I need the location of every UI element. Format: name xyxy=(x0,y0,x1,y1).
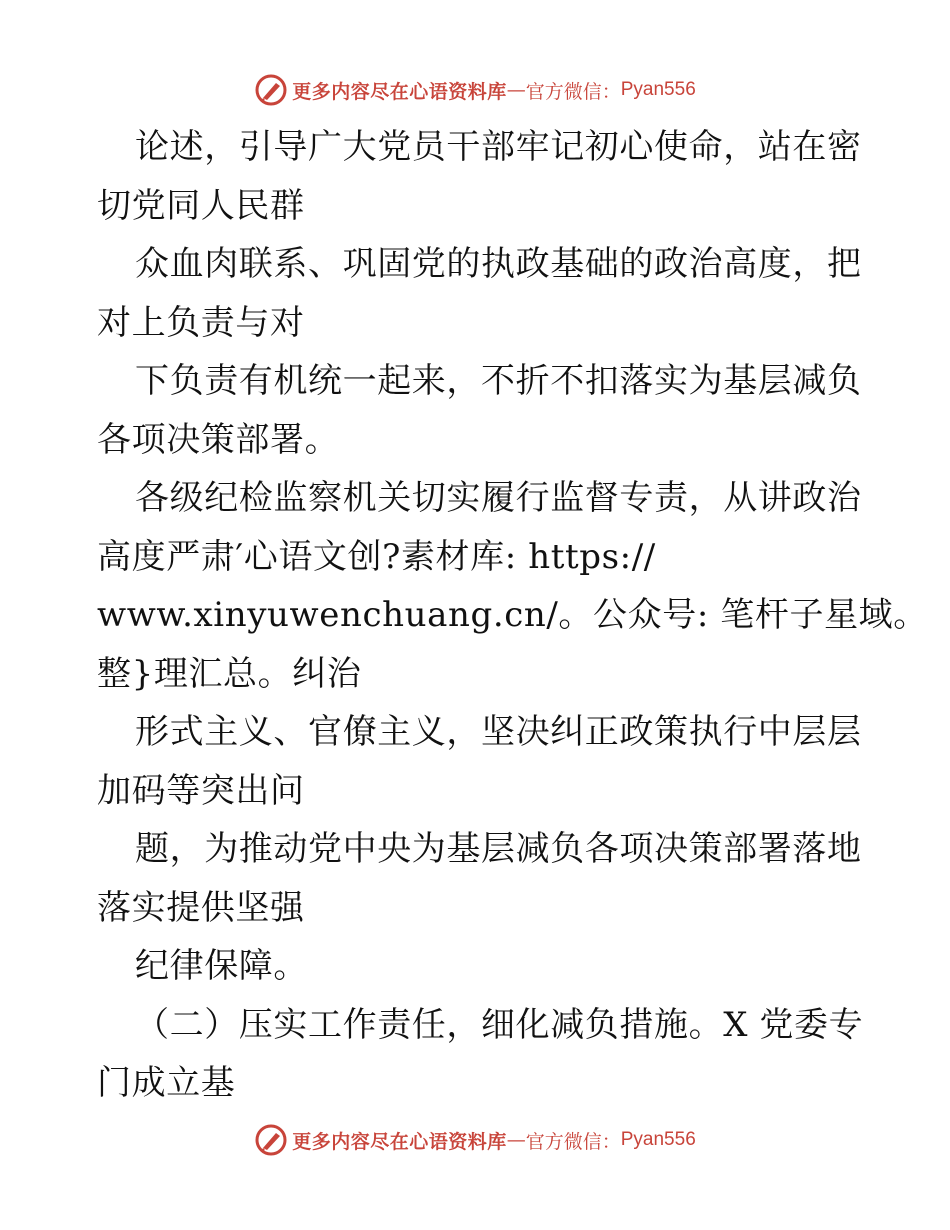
watermark-main-text: 更多内容尽在心语资料库 xyxy=(292,80,507,103)
text-line: 高度严肃′心语文创?素材库: https:// xyxy=(97,536,656,577)
text-line: 纪律保障。 xyxy=(135,946,308,986)
watermark-separator: — xyxy=(506,79,526,101)
watermark-wechat-id: Pyan556 xyxy=(620,1129,696,1150)
text-line: 各级纪检监察机关切实履行监督专责，从讲政治 xyxy=(135,478,862,518)
text-line: 题，为推动党中央为基层减负各项决策部署落地 xyxy=(135,829,862,869)
header-watermark xyxy=(0,70,950,110)
watermark-main-text: 更多内容尽在心语资料库 xyxy=(292,1130,507,1153)
footer-watermark xyxy=(0,1120,950,1160)
text-line: 各项决策部署。 xyxy=(97,419,340,460)
text-line: 对上负责与对 xyxy=(97,302,305,343)
text-line: 门成立基 xyxy=(97,1063,236,1103)
text-line: 论述，引导广大党员干部牢记初心使命，站在密 xyxy=(135,127,862,167)
watermark-wechat-label: 官方微信： xyxy=(525,1130,621,1153)
text-line: （二）压实工作责任，细化减负措施。X 党委专 xyxy=(135,1004,864,1045)
document-body xyxy=(97,118,928,1113)
watermark-wechat-id: Pyan556 xyxy=(620,79,696,100)
text-line: 整}理汇总。纠治 xyxy=(97,653,362,694)
watermark-separator: — xyxy=(506,1129,526,1151)
text-line: 下负责有机统一起来，不折不扣落实为基层减负 xyxy=(135,361,862,401)
text-line: 形式主义、官僚主义，坚决纠正政策执行中层层 xyxy=(135,712,862,752)
watermark-wechat-label: 官方微信： xyxy=(525,80,621,103)
text-line: 落实提供坚强 xyxy=(97,887,305,928)
text-line: www.xinyuwenchuang.cn/。公众号: 笔杆子星域。 xyxy=(97,595,928,635)
text-line: 切党同人民群 xyxy=(97,185,305,226)
text-line: 众血肉联系、巩固党的执政基础的政治高度，把 xyxy=(135,244,862,284)
pen-logo-icon xyxy=(254,1123,288,1157)
text-line: 加码等突出问 xyxy=(97,770,305,811)
pen-logo-icon xyxy=(254,73,288,107)
